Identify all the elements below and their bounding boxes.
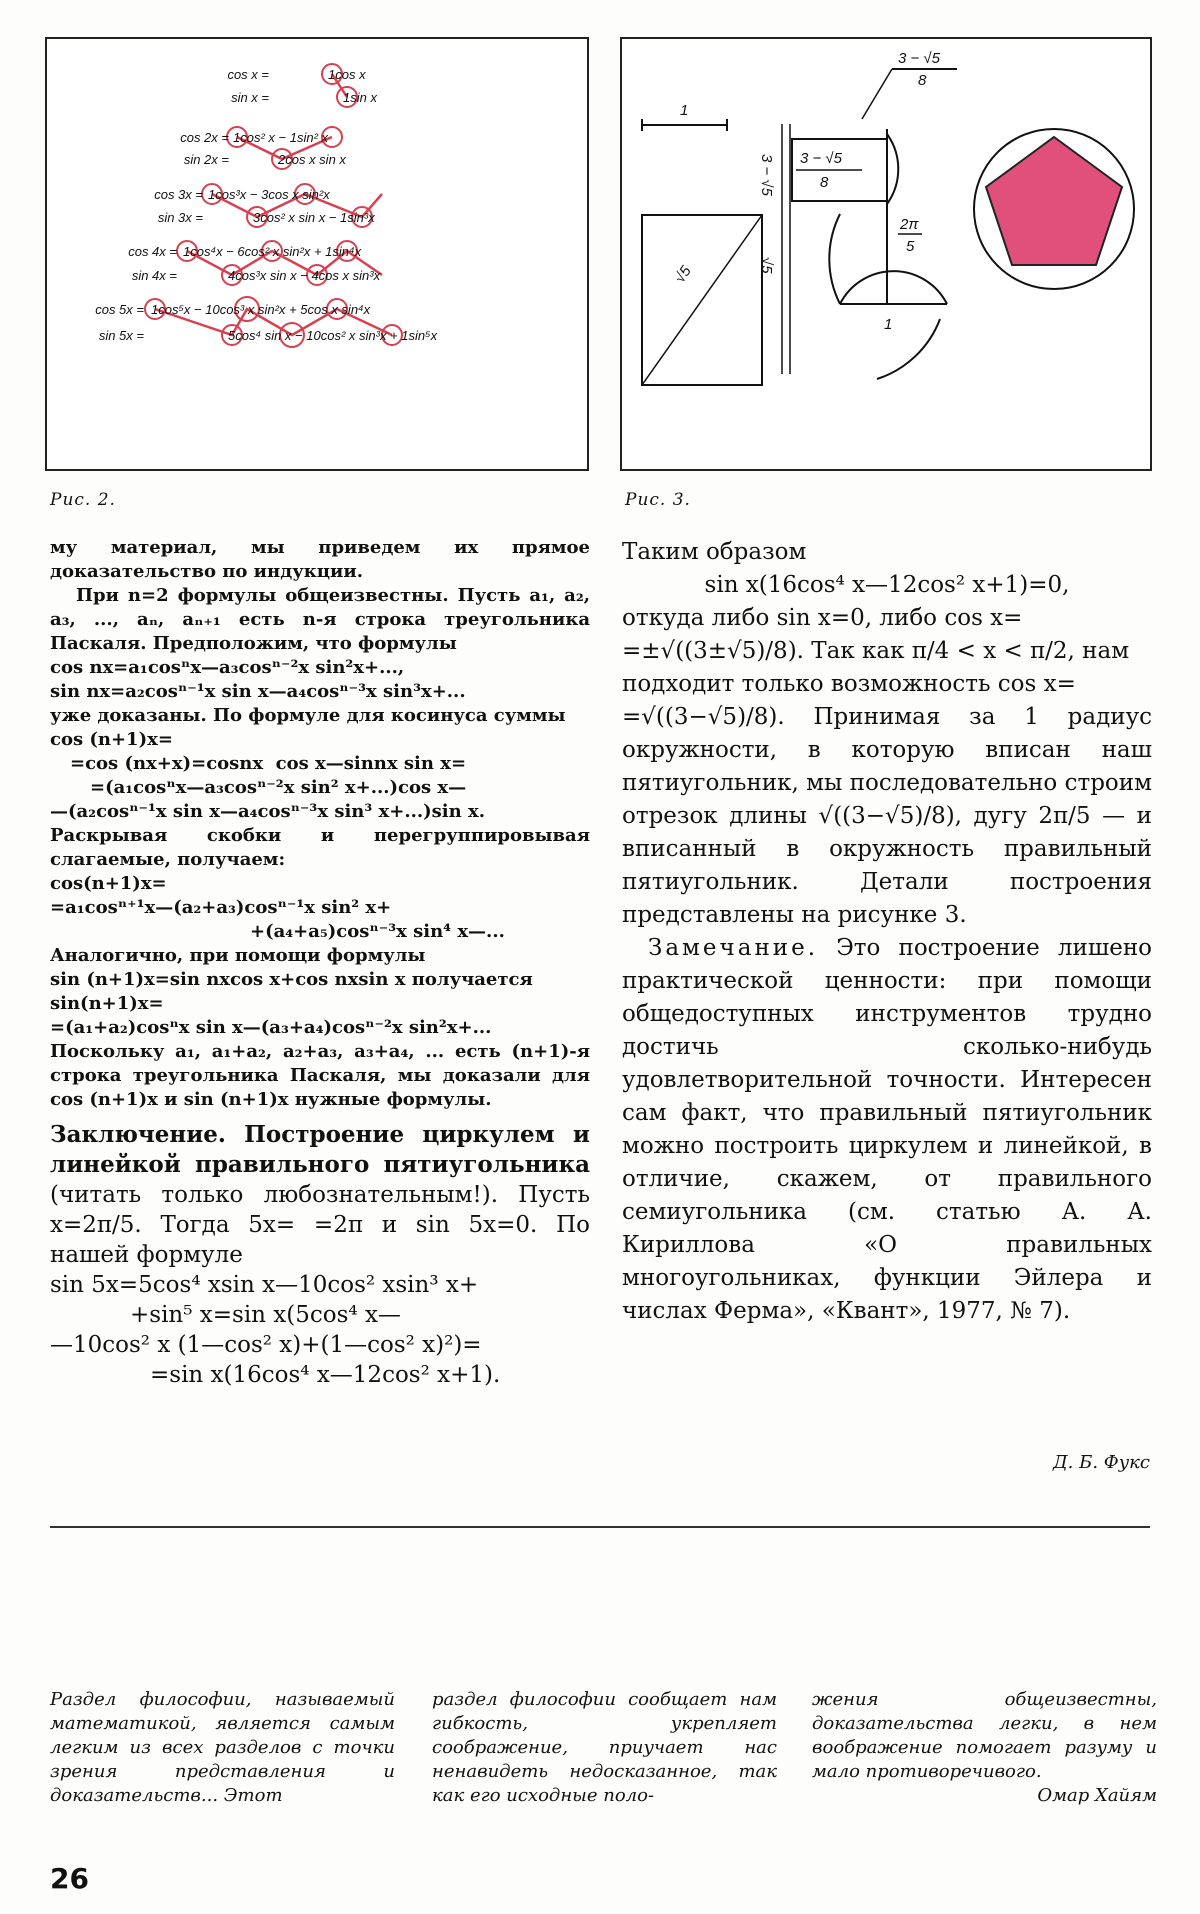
row-cos4-lhs: cos 4x = (128, 244, 177, 259)
lc-eq-12: +(a₄+a₅)cosⁿ⁻³x sin⁴ x—... (250, 921, 505, 942)
lc-eq-15: sin(n+1)x= (50, 993, 164, 1014)
lc-eq-11: =a₁cosⁿ⁺¹x—(a₂+a₃)cosⁿ⁻¹x sin² x+ (50, 897, 392, 918)
quote-part-3-block (812, 1688, 1157, 1808)
row-sin5-terms: 5cos⁴ sin x − 10cos² x sin³x + 1sin⁵x (228, 328, 438, 343)
lc-eq-3: sin nx=a₂cosⁿ⁻¹x sin x—a₄cosⁿ⁻³x sin³x+... (50, 681, 466, 702)
rc-p2: откуда либо sin x=0, либо cos x= (622, 605, 1023, 631)
lc-eq-8: —(a₂cosⁿ⁻¹x sin x—a₄cosⁿ⁻³x sin³ x+...)sin x. (50, 801, 485, 822)
quote-part-3: жения общеизвестны, доказательства легки, в нем воображение помогает разуму и мало противоречивого. (812, 1689, 1157, 1782)
author-signature: Д. Б. Фукс (1053, 1452, 1150, 1473)
figure-2 (45, 37, 589, 471)
lc-para-13: Аналогично, при помощи формулы (50, 945, 426, 966)
rc-p5: =√((3−√5)/8). Принимая за 1 радиус окружности, в которую вписан наш пятиугольник, мы последовательно строим отрезок длины √((3−√5)/8), дугу 2π/5 — и вписанный в окружность правильный пятиугольник. Детали построения представлены на рисунке 3. (622, 704, 1152, 928)
label-one-top: 1 (680, 102, 689, 119)
pascal-links (155, 74, 392, 335)
lc-eq-6: =cos (nx+x)=cosnx cos x—sinnx sin x= (70, 753, 467, 774)
lc-para-14: sin (n+1)x=sin nxcos x+cos nxsin x получается (50, 969, 533, 990)
row-sin3-lhs: sin 3x = (157, 210, 203, 225)
conclusion-eq-1: sin 5x=5cos⁴ xsin x—10cos² xsin³ x+ (50, 1272, 479, 1298)
lc-para-17: Поскольку a₁, a₁+a₂, a₂+a₃, a₃+a₄, ... есть (n+1)-я строка треугольника Паскаля, мы доказали для cos (n+1)x и sin (n+1)x нужные формулы. (50, 1041, 590, 1110)
conclusion-heading: Заключение. Построение циркулем и линейкой правильного пятиугольника (50, 1121, 590, 1178)
page-number: 26 (50, 1862, 89, 1895)
lc-para-9: Раскрывая скобки и перегруппировывая слагаемые, получаем: (50, 825, 590, 870)
right-column (622, 536, 1152, 1328)
row-cos4-terms: 1cos⁴x − 6cos² x sin²x + 1sin⁴x (183, 244, 362, 259)
row-sin1-terms: 1sin x (343, 90, 377, 105)
conclusion-eq-3: —10cos² x (1—cos² x)+(1—cos² x)²)= (50, 1332, 482, 1358)
row-cos1-lhs: cos x = (227, 67, 269, 82)
label-angle-num: 2π (900, 216, 919, 233)
row-cos5-lhs: cos 5x = (95, 302, 144, 317)
figure-2-caption: Рис. 2. (50, 490, 116, 510)
lc-eq-16: =(a₁+a₂)cosⁿx sin x—(a₃+a₄)cosⁿ⁻²x sin²x+... (50, 1017, 492, 1038)
row-sin2-lhs: sin 2x = (183, 152, 229, 167)
row-sin2-terms: 2cos x sin x (278, 152, 346, 167)
left-column (50, 536, 590, 1390)
label-one-bottom: 1 (884, 316, 893, 333)
label-frac1-den: 8 (820, 174, 829, 191)
label-frac1-num: 3 − √5 (800, 150, 843, 167)
conclusion-paragraph (50, 1120, 590, 1270)
label-sqrt5: √5 (758, 257, 775, 274)
rc-eq1: sin x(16cos⁴ x—12cos² x+1)=0, (704, 572, 1070, 598)
label-frac2-den: 8 (918, 72, 927, 89)
rc-p3: =±√((3±√5)/8). Так как π/4 < x < π/2, нам (622, 638, 1130, 664)
row-cos2-lhs: cos 2x = (180, 130, 229, 145)
section-divider (50, 1526, 1150, 1528)
pentagon-construction-diagram (622, 39, 1150, 469)
label-sqrt5-diagonal: √5 (671, 262, 695, 287)
row-sin3-terms: 3cos² x sin x − 1sin³x (253, 210, 375, 225)
row-sin5-lhs: sin 5x = (98, 328, 144, 343)
rc-p4: подходит только возможность cos x= (622, 671, 1076, 697)
row-cos3-terms: 1cos³x − 3cos x sin²x (208, 187, 330, 202)
lc-eq-2: cos nx=a₁cosⁿx—a₃cosⁿ⁻²x sin²x+..., (50, 657, 405, 678)
rc-remark (622, 932, 1152, 1328)
lc-eq-7: =(a₁cosⁿx—a₃cosⁿ⁻²x sin² x+...)cos x— (90, 777, 467, 798)
figure-3 (620, 37, 1152, 471)
quote-part-1: Раздел философии, называемый математикой, является самым легким из всех разделов с точки зрения представления и доказательств... Этот (50, 1689, 395, 1806)
pascal-triangle-diagram (47, 39, 587, 469)
pentagon (986, 137, 1122, 265)
quote-author: Омар Хайям (1037, 1785, 1157, 1806)
conclusion-eq-4: =sin x(16cos⁴ x—12cos² x+1). (150, 1362, 501, 1388)
lc-para-1: При n=2 формулы общеизвестны. Пусть a₁, a₂, a₃, ..., aₙ, aₙ₊₁ есть n-я строка треугольника Паскаля. Предположим, что формулы (50, 585, 590, 654)
row-sin1-lhs: sin x = (231, 90, 269, 105)
row-cos2-terms: 1cos² x − 1sin² x (233, 130, 329, 145)
row-cos5-terms: 1cos⁵x − 10cos³ x sin²x + 5cos x sin⁴x (151, 302, 371, 317)
row-sin4-terms: 4cos³x sin x − 4cos x sin³x (228, 268, 381, 283)
conclusion-eq-2: +sin⁵ x=sin x(5cos⁴ x— (130, 1302, 401, 1328)
figure-3-caption: Рис. 3. (625, 490, 691, 510)
remark-label: Замечание. (648, 935, 819, 961)
conclusion-text: (читать только любознательным!). Пусть x=2π/5. Тогда 5x= =2π и sin 5x=0. По нашей формуле (50, 1182, 590, 1268)
lc-eq-10: cos(n+1)x= (50, 873, 167, 894)
label-angle-den: 5 (906, 238, 915, 255)
lc-eq-5: cos (n+1)x= (50, 729, 173, 750)
label-frac2-num: 3 − √5 (898, 50, 941, 67)
label-three-minus-sqrt5: 3 − √5 (758, 154, 775, 197)
remark-text: Это построение лишено практической ценности: при помощи общедоступных инструментов трудно достичь сколько-нибудь удовлетворительной точности. Интересен сам факт, что правильный пятиугольник можно построить циркулем и линейкой, в отличие, скажем, от правильного семиугольника (см. статью А. А. Кириллова «О правильных многоугольниках, функции Эйлера и числах Ферма», «Квант», 1977, № 7). (622, 935, 1152, 1324)
lc-para-0: му материал, мы приведем их прямое доказательство по индукции. (50, 537, 590, 582)
lc-para-4: уже доказаны. По формуле для косинуса суммы (50, 705, 566, 726)
row-sin4-lhs: sin 4x = (131, 268, 177, 283)
row-cos1-terms: 1cos x (328, 67, 366, 82)
row-cos3-lhs: cos 3x = (154, 187, 203, 202)
rc-p1: Таким образом (622, 539, 807, 565)
quote-part-2: раздел философии сообщает нам гибкость, укрепляет соображение, приучает нас ненавидеть недосказанное, так как его исходные поло- (432, 1689, 777, 1806)
